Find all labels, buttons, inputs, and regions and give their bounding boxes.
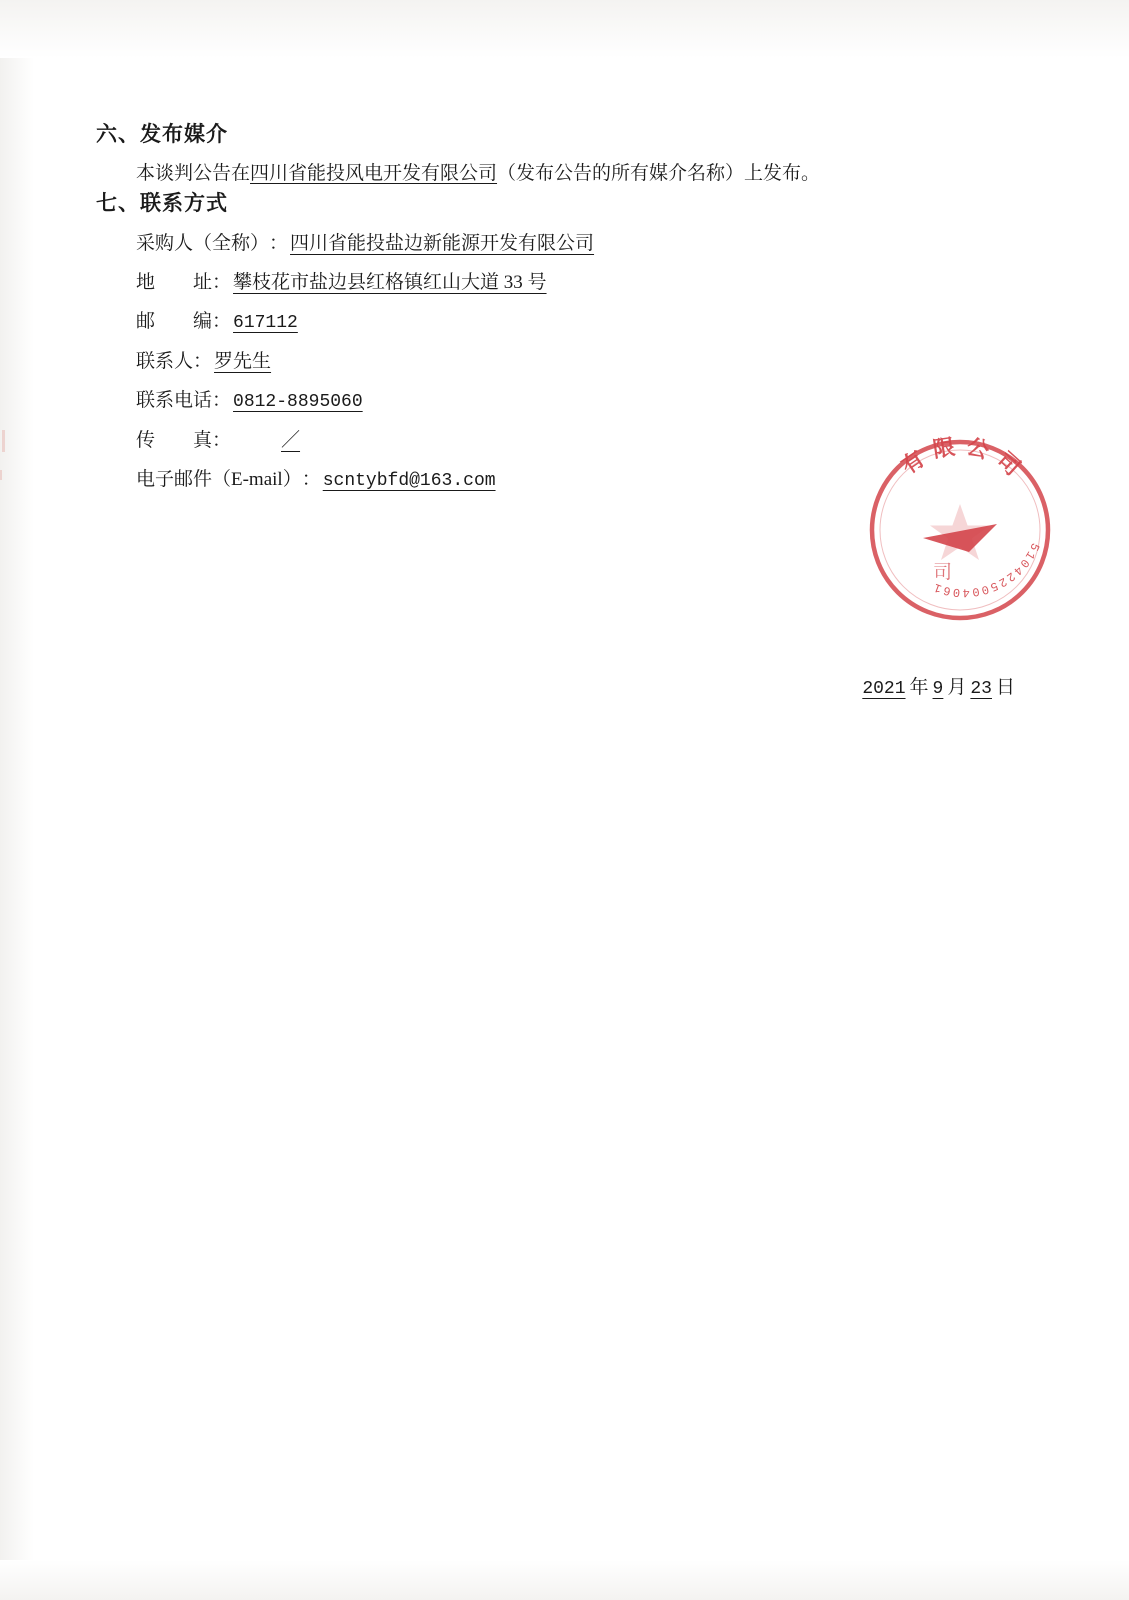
scan-edge-top [0, 0, 1129, 58]
contact-separator: ： [212, 430, 232, 452]
date-day-unit: 日 [995, 677, 1015, 698]
contact-row-address [136, 273, 1016, 292]
contact-row-phone [136, 391, 1016, 411]
svg-text:5104225004061: 5104225004061 [930, 540, 1043, 600]
date-month: 9 [932, 679, 944, 699]
media-paragraph [96, 159, 1016, 188]
contact-value: scntybfd@163.com [322, 471, 496, 492]
scan-speck [2, 430, 5, 452]
scan-edge-bottom [0, 1560, 1129, 1600]
section-heading-contact: 七、联系方式 [96, 191, 228, 215]
contact-label: 电子邮件（E-mail） [136, 469, 302, 491]
contact-row-fax [136, 431, 1016, 450]
contact-value: 四川省能投盐边新能源开发有限公司 [290, 233, 595, 255]
contact-separator: ： [212, 311, 232, 333]
contact-row-postcode [136, 312, 1016, 332]
contact-value: 罗先生 [214, 351, 272, 373]
contact-separator: ： [301, 469, 321, 491]
signature-date [860, 672, 1017, 699]
contact-row-person [136, 352, 1016, 371]
document-body [96, 120, 1016, 510]
media-paragraph-company: 四川省能投风电开发有限公司 [250, 163, 498, 185]
date-month-unit: 月 [947, 677, 967, 698]
media-paragraph-prefix: 本谈判公告在 [136, 163, 251, 185]
scan-speck [0, 470, 2, 480]
contact-separator: ： [193, 351, 213, 373]
section-heading-media: 六、发布媒介 [96, 123, 228, 146]
date-year: 2021 [862, 679, 906, 699]
contact-separator: ： [212, 390, 232, 412]
date-day: 23 [970, 679, 992, 699]
scan-edge-left [0, 0, 34, 1600]
contact-separator: ： [212, 272, 232, 294]
contact-label: 传 真 [136, 430, 213, 452]
contact-separator: ： [269, 233, 289, 255]
svg-text:有限公司: 有限公司 [896, 432, 1032, 487]
contact-value: ／ [281, 430, 301, 452]
media-paragraph-suffix: （发布公告的所有媒介名称）上发布。 [497, 163, 821, 185]
contact-label: 邮 编 [136, 311, 213, 333]
contact-value: 攀枝花市盐边县红格镇红山大道 33 号 [233, 272, 547, 294]
contact-label: 采购人（全称） [136, 233, 270, 255]
contact-row-email [136, 470, 1016, 490]
contact-row-purchaser [136, 234, 1016, 253]
contact-value: 0812-8895060 [233, 392, 363, 413]
contact-value: 617112 [233, 313, 298, 334]
date-year-unit: 年 [909, 677, 929, 698]
contact-label: 地 址 [136, 272, 213, 294]
svg-text:司: 司 [933, 562, 953, 583]
contact-list [96, 234, 1016, 490]
contact-label: 联系人 [136, 351, 194, 373]
contact-label: 联系电话 [136, 390, 213, 412]
